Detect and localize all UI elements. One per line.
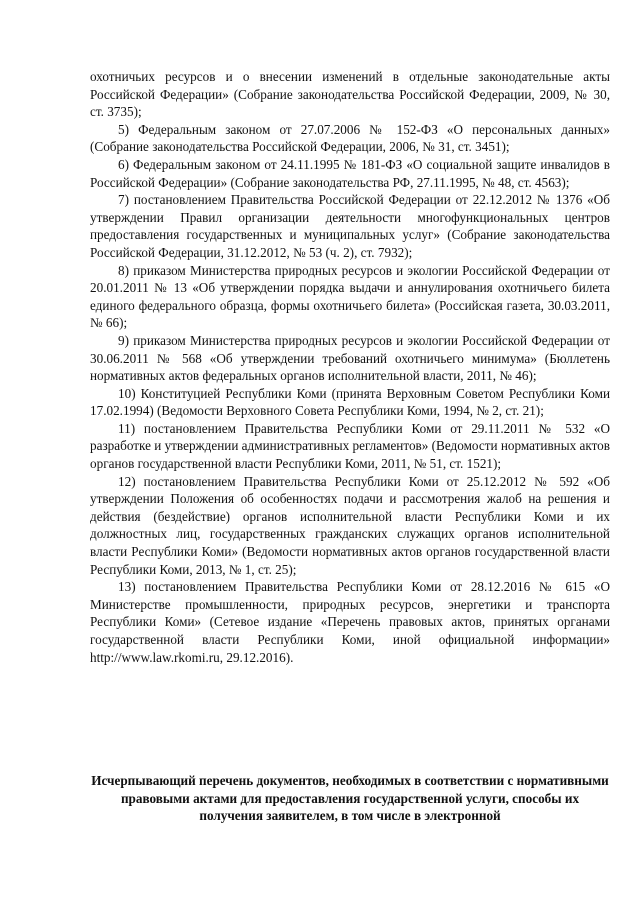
paragraph-item-11: 11) постановлением Правительства Республики Коми от 29.11.2011 № 532 «О разработке и утверждении административных регламентов» (Ведомости нормативных актов органов государственной власти Республики Коми, 2011, № 51, ст. 1521); [90, 420, 610, 472]
section-heading: Исчерпывающий перечень документов, необходимых в соответствии с нормативными правовыми актами для предоставления государственной услуги, способы их получения заявителем, в том числе в электронной [91, 773, 609, 824]
paragraph-continuation: охотничьих ресурсов и о внесении изменений в отдельные законодательные акты Российской Федерации» (Собрание законодательства Российской Федерации, 2009, № 30, ст. 3735); [90, 69, 610, 120]
paragraph-item-5: 5) Федеральным законом от 27.07.2006 № 152-ФЗ «О персональных данных» (Собрание законодательства Российской Федерации, 2006, № 31, ст. 3451); [90, 121, 610, 155]
paragraph-item-6: 6) Федеральным законом от 24.11.1995 № 181-ФЗ «О социальной защите инвалидов в Российской Федерации» (Собрание законодательства РФ, 27.11.1995, № 48, ст. 4563); [90, 156, 610, 190]
paragraph-item-12: 12) постановлением Правительства Республики Коми от 25.12.2012 № 592 «Об утверждении Положения об особенностях подачи и рассмотрения жалоб на решения и действия (бездействие) органов исполнительной власти Республики Коми и их должностных лиц, государственных гражданских служащих органов исполнительной власти Республики Коми» (Ведомости нормативных актов органов государственной власти Республики Коми, 2013, № 1, ст. 25); [90, 473, 610, 577]
paragraph-item-7: 7) постановлением Правительства Российской Федерации от 22.12.2012 № 1376 «Об утверждении Правил организации деятельности многофункциональных центров предоставления государственных и муниципальных услуг» (Собрание законодательства Российской Федерации, 31.12.2012, № 53 (ч. 2), ст. 7932); [90, 192, 610, 260]
paragraph-item-8: 8) приказом Министерства природных ресурсов и экологии Российской Федерации от 20.01.2011 № 13 «Об утверждении порядка выдачи и аннулирования охотничьего билета единого федерального образца, формы охотничьего билета» (Российская газета, 30.03.2011, № 66); [90, 262, 610, 331]
paragraph-item-9: 9) приказом Министерства природных ресурсов и экологии Российской Федерации от 30.06.2011 № 568 «Об утверждении требований охотничьего минимума» (Бюллетень нормативных актов федеральных органов исполнительной власти, 2011, № 46); [90, 332, 610, 384]
document-body [90, 68, 610, 666]
paragraph-item-10: 10) Конституцией Республики Коми (принята Верховным Советом Республики Коми 17.02.1994) (Ведомости Верховного Совета Республики Коми, 1994, № 2, ст. 21); [90, 385, 610, 419]
paragraph-item-13: 13) постановлением Правительства Республики Коми от 28.12.2016 № 615 «О Министерстве промышленности, природных ресурсов, энергетики и транспорта Республики Коми» (Сетевое издание «Перечень правовых актов, принятых органами государственной власти Республики Коми, иной официальной информации» http://www.law.rkomi.ru, 29.12.2016). [90, 579, 610, 665]
